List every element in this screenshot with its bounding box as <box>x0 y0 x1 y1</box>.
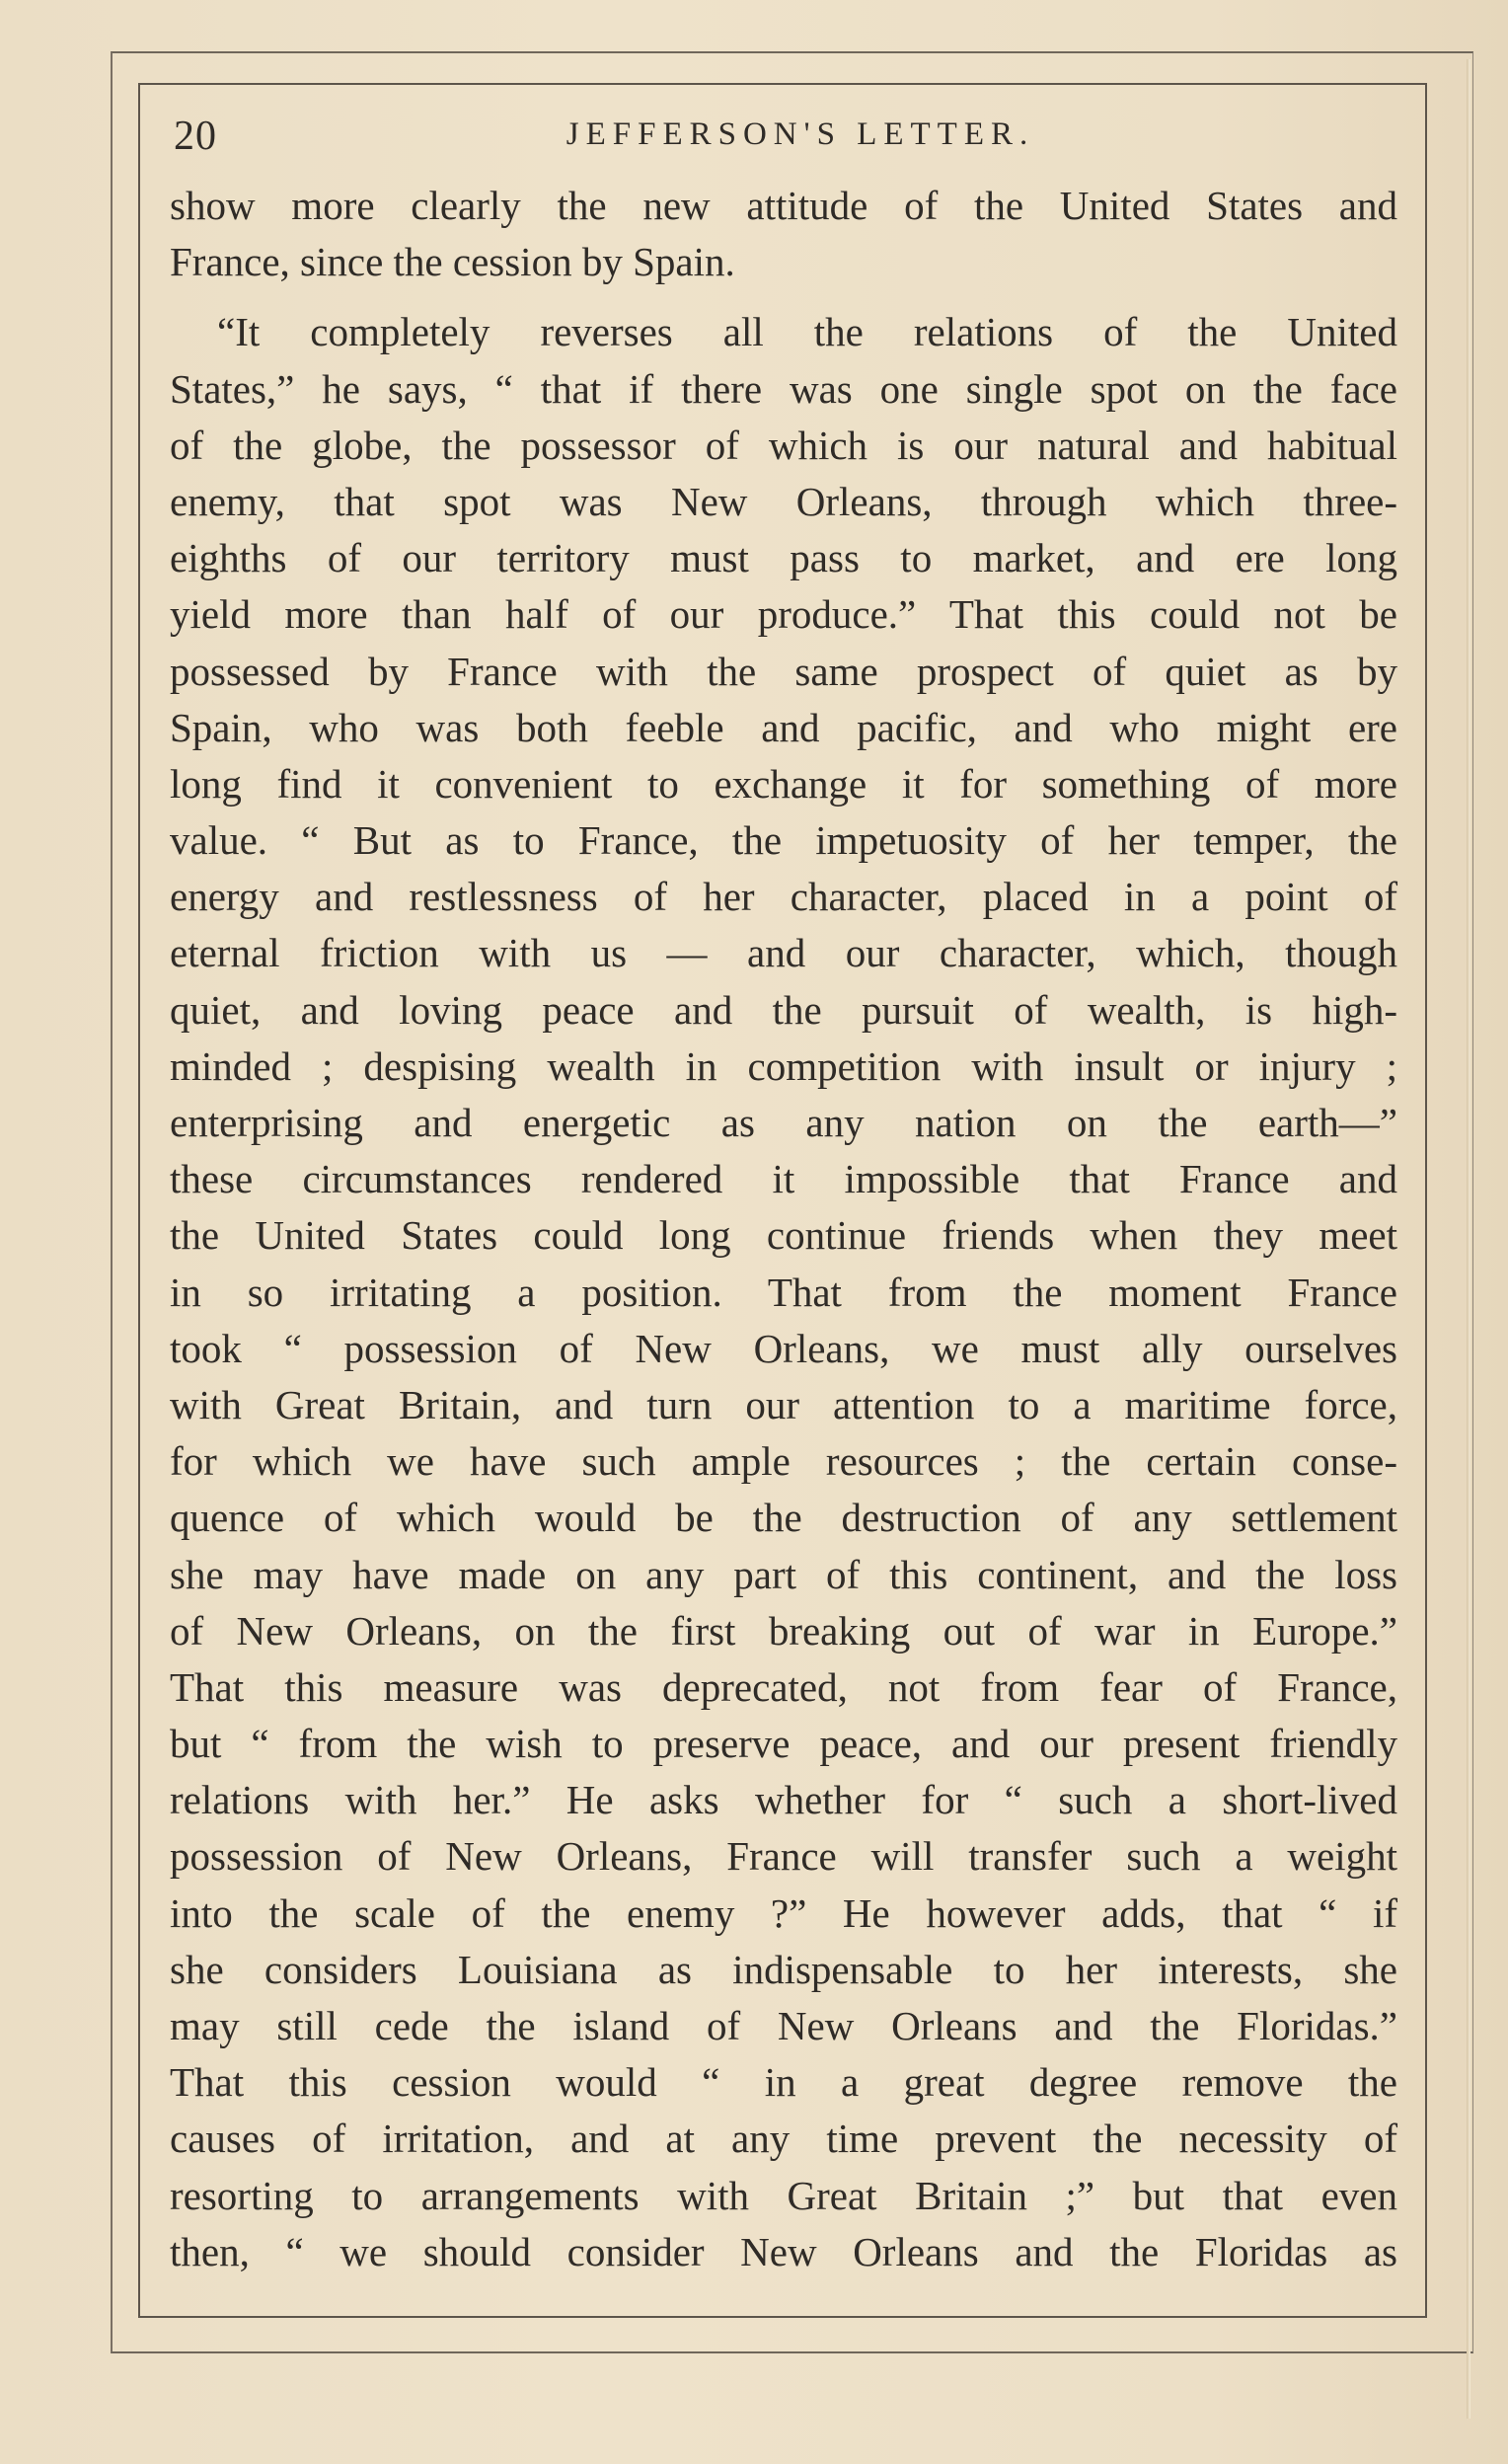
text-line: long find it convenient to exchange it for something of more <box>170 760 1397 807</box>
text-line: possession of New Orleans, France will transfer such a weight <box>170 1833 1397 1880</box>
text-line: That this measure was deprecated, not from fear of France, <box>170 1663 1397 1710</box>
text-line: yield more than half of our produce.” That this could not be <box>170 591 1397 638</box>
text-line: relations with her.” He asks whether for “ such a short-lived <box>170 1777 1397 1823</box>
text-line: eighths of our territory must pass to market, and ere long <box>170 535 1397 581</box>
page-number: 20 <box>174 114 217 159</box>
text-line: France, since the cession by Spain. <box>170 239 735 285</box>
text-line: enterprising and energetic as any nation on the earth—” <box>170 1100 1397 1145</box>
text-line: eternal friction with us — and our character, which, though <box>170 930 1397 976</box>
text-line: value. “ But as to France, the impetuosity of her temper, the <box>170 817 1397 864</box>
text-line: energy and restlessness of her character, placed in a point of <box>170 874 1397 920</box>
text-line: these circumstances rendered it impossible that France and <box>170 1156 1397 1202</box>
text-line: resorting to arrangements with Great Britain ;” but that even <box>170 2172 1397 2218</box>
text-line: show more clearly the new attitude of the United States and <box>170 183 1397 228</box>
text-line: the United States could long continue friends when they meet <box>170 1212 1397 1259</box>
text-line: quence of which would be the destruction of any settlement <box>170 1495 1397 1541</box>
text-line: into the scale of the enemy ?” He however adds, that “ if <box>170 1889 1397 1936</box>
text-line: States,” he says, “ that if there was one single spot on the face <box>170 365 1397 412</box>
text-line: Spain, who was both feeble and pacific, and who might ere <box>170 704 1397 750</box>
text-line: possessed by France with the same prospect of quiet as by <box>170 648 1397 694</box>
text-line: but “ from the wish to preserve peace, and our present friendly <box>170 1721 1397 1767</box>
text-line: took “ possession of New Orleans, we must ally ourselves <box>170 1325 1397 1371</box>
page-edge-shadow <box>1467 59 1470 2419</box>
text-line: then, “ we should consider New Orleans and the Floridas as <box>170 2228 1397 2274</box>
text-line: she may have made on any part of this continent, and the loss <box>170 1551 1397 1597</box>
text-line: enemy, that spot was New Orleans, through which three- <box>170 478 1397 524</box>
text-line: may still cede the island of New Orleans and the Floridas.” <box>170 2003 1397 2048</box>
text-line: “It completely reverses all the relations of the United <box>217 309 1397 355</box>
text-line: with Great Britain, and turn our attention to a maritime force, <box>170 1381 1397 1427</box>
text-line: of the globe, the possessor of which is our natural and habitual <box>170 422 1397 468</box>
text-line: causes of irritation, and at any time prevent the necessity of <box>170 2116 1397 2162</box>
text-line: quiet, and loving peace and the pursuit of wealth, is high- <box>170 986 1397 1033</box>
text-line: for which we have such ample resources ; the certain conse- <box>170 1438 1397 1485</box>
text-line: That this cession would “ in a great degree remove the <box>170 2059 1397 2106</box>
text-line: of New Orleans, on the first breaking out of war in Europe.” <box>170 1607 1397 1654</box>
body-text <box>170 178 1397 2280</box>
text-line: she considers Louisiana as indispensable to her interests, she <box>170 1946 1397 1992</box>
text-line: in so irritating a position. That from the moment France <box>170 1269 1397 1315</box>
page-header <box>138 113 1423 172</box>
text-line: minded ; despising wealth in competition with insult or injury ; <box>170 1042 1397 1089</box>
running-head: JEFFERSON'S LETTER. <box>566 116 1035 152</box>
